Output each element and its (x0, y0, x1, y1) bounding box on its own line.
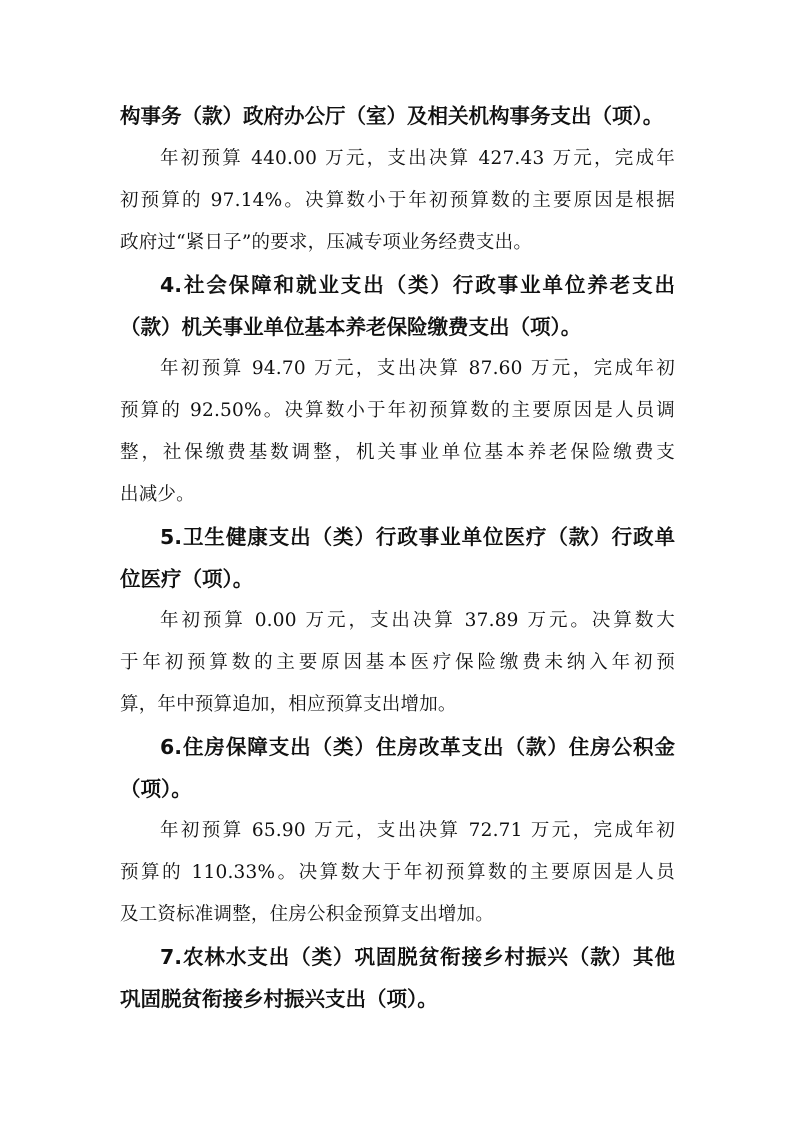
paragraph-line: 年初预算 94.70 万元，支出决算 87.60 万元，完成年初 (160, 358, 675, 379)
section-heading: （项）。 (120, 777, 192, 801)
paragraph-line: 预算的 92.50%。决算数小于年初预算数的主要原因是人员调 (120, 400, 675, 421)
section-heading: 巩固脱贫衔接乡村振兴支出（项）。 (120, 987, 438, 1011)
section-heading: （款）机关事业单位基本养老保险缴费支出（项）。 (120, 315, 582, 339)
paragraph-line: 及工资标准调整，住房公积金预算支出增加。 (120, 904, 495, 925)
paragraph-line: 年初预算 440.00 万元，支出决算 427.43 万元，完成年 (160, 148, 675, 169)
paragraph-line: 出减少。 (120, 484, 195, 505)
section-heading: 6.住房保障支出（类）住房改革支出（款）住房公积金 (160, 735, 675, 759)
paragraph-line: 政府过“紧日子”的要求，压减专项业务经费支出。 (120, 232, 533, 253)
heading-line: 构事务（款）政府办公厅（室）及相关机构事务支出（项）。 (120, 104, 664, 128)
paragraph-line: 整，社保缴费基数调整，机关事业单位基本养老保险缴费支 (120, 442, 675, 463)
section-heading: 4.社会保障和就业支出（类）行政事业单位养老支出 (160, 273, 675, 297)
section-heading: 位医疗（项）。 (120, 567, 254, 591)
section-heading: 7.农林水支出（类）巩固脱贫衔接乡村振兴（款）其他 (160, 945, 675, 969)
section-heading: 5.卫生健康支出（类）行政事业单位医疗（款）行政单 (160, 525, 675, 549)
paragraph-line: 预算的 110.33%。决算数大于年初预算数的主要原因是人员 (120, 862, 675, 883)
paragraph-line: 于年初预算数的主要原因基本医疗保险缴费未纳入年初预 (120, 652, 675, 673)
paragraph-line: 年初预算 0.00 万元，支出决算 37.89 万元。决算数大 (160, 610, 675, 631)
paragraph-line: 初预算的 97.14%。决算数小于年初预算数的主要原因是根据 (120, 190, 675, 211)
paragraph-line: 算，年中预算追加，相应预算支出增加。 (120, 694, 457, 715)
paragraph-line: 年初预算 65.90 万元，支出决算 72.71 万元，完成年初 (160, 820, 675, 841)
